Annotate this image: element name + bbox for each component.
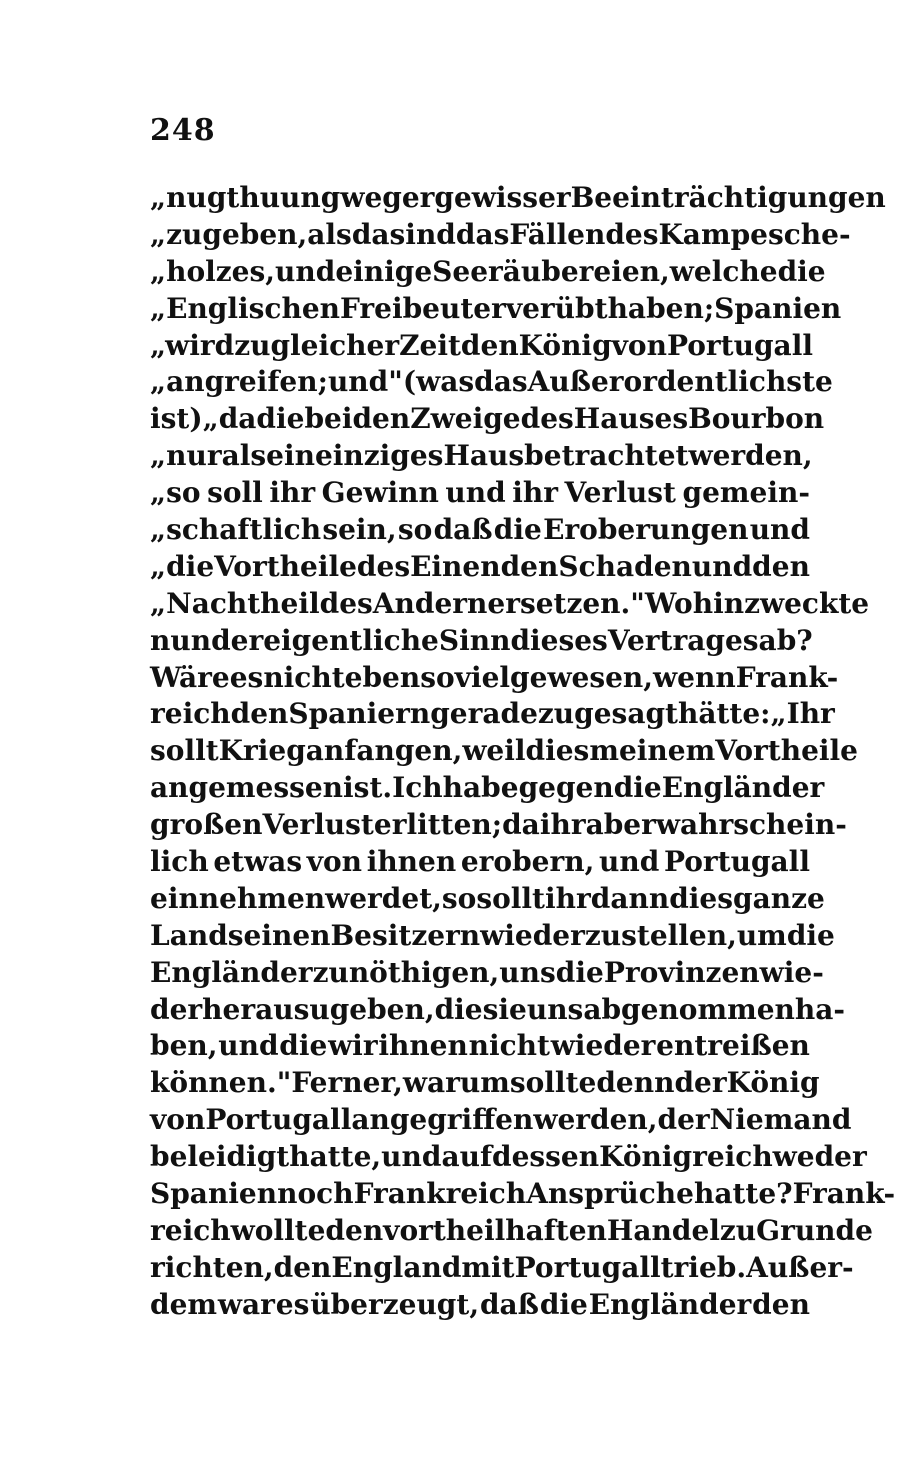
- text-word: von: [611, 328, 667, 362]
- text-word: Land: [150, 918, 228, 952]
- text-word: meinem: [589, 734, 716, 768]
- text-word: Portugall: [663, 845, 810, 879]
- text-word: „wird: [150, 328, 235, 362]
- page-number: 248: [150, 113, 216, 148]
- text-word: reich: [150, 697, 231, 731]
- text-line: [150, 660, 839, 697]
- text-word: heraus: [202, 992, 310, 1026]
- text-word: ihnen: [366, 845, 457, 879]
- text-word: „so: [150, 476, 201, 510]
- text-line: [150, 586, 870, 623]
- text-line: [150, 438, 813, 475]
- text-word: der: [211, 623, 264, 657]
- text-word: „holzes,: [150, 254, 276, 288]
- text-word: wir: [328, 1029, 378, 1063]
- text-word: „nur: [150, 439, 222, 473]
- text-word: Verlust: [564, 476, 676, 510]
- text-word: eben: [344, 660, 421, 694]
- text-word: Portugall: [666, 328, 813, 362]
- text-word: Krieg: [218, 734, 306, 768]
- text-word: den: [752, 1287, 810, 1321]
- text-word: ein: [266, 439, 315, 473]
- text-word: der: [150, 992, 203, 1026]
- text-word: gegen: [518, 771, 614, 805]
- text-word: einziges: [314, 439, 444, 473]
- text-line: [150, 364, 833, 401]
- text-word: hatte,: [289, 1140, 382, 1174]
- text-line: [150, 401, 825, 438]
- text-word: „die: [150, 549, 215, 583]
- text-word: und: [445, 476, 506, 510]
- text-word: das: [474, 365, 528, 399]
- text-word: Haus: [443, 439, 525, 473]
- text-word: „Ihr: [770, 697, 835, 731]
- text-word: beleidigt: [150, 1140, 290, 1174]
- text-word: England: [331, 1250, 462, 1284]
- text-word: als: [307, 217, 352, 251]
- text-word: wieder: [550, 1029, 656, 1063]
- text-line: [150, 770, 825, 807]
- text-word: viel: [454, 660, 511, 694]
- text-word: Frank-: [735, 660, 839, 694]
- text-word: nun: [150, 623, 212, 657]
- text-line: [150, 1250, 854, 1287]
- text-word: eigentliche: [263, 623, 439, 657]
- text-word: „schaftlich: [150, 513, 322, 547]
- text-word: verübt: [505, 291, 608, 325]
- text-word: weger: [340, 181, 435, 214]
- text-word: Einen: [410, 549, 501, 583]
- text-word: die: [279, 1029, 328, 1063]
- text-line: [150, 180, 886, 217]
- text-word: Frank-: [792, 1177, 896, 1211]
- text-word: lich: [150, 845, 209, 879]
- text-word: dem: [150, 1287, 218, 1321]
- text-line: [150, 623, 813, 660]
- text-word: Portugall: [514, 1250, 661, 1284]
- text-word: ersetzen.": [487, 586, 645, 620]
- text-word: Sinn: [438, 623, 511, 657]
- text-word: denn: [596, 1066, 675, 1100]
- text-word: Hauses: [573, 402, 689, 436]
- text-word: Engländer: [588, 1287, 752, 1321]
- text-word: dieses: [510, 623, 608, 657]
- text-word: weder: [772, 1140, 867, 1174]
- text-word: mit: [461, 1250, 515, 1284]
- text-word: gleicher: [270, 328, 400, 362]
- text-word: einige: [335, 254, 433, 288]
- text-word: Gewinn: [321, 476, 439, 510]
- text-word: den: [500, 549, 559, 583]
- text-word: Engländer: [661, 771, 825, 805]
- text-word: aber: [585, 808, 656, 842]
- text-word: des: [605, 217, 659, 251]
- text-word: etwas: [213, 845, 303, 879]
- text-word: Außerordentlichste: [527, 365, 833, 399]
- text-word: zu: [719, 1213, 757, 1247]
- text-word: die: [613, 771, 662, 805]
- text-word: warum: [402, 1066, 510, 1100]
- text-word: die: [786, 918, 835, 952]
- text-word: zweckte: [744, 586, 870, 620]
- text-word: die: [555, 955, 604, 989]
- text-word: ist): [150, 402, 203, 436]
- text-word: Freibeuter: [340, 291, 506, 325]
- body-text: [150, 180, 896, 1324]
- text-word: des: [319, 586, 373, 620]
- text-word: Vertrages: [607, 623, 759, 657]
- text-word: den: [273, 1250, 332, 1284]
- text-word: die: [256, 402, 305, 436]
- text-word: dies: [669, 881, 733, 915]
- text-line: [150, 1176, 896, 1213]
- text-word: Handel: [606, 1213, 720, 1247]
- text-word: ab?: [758, 623, 813, 657]
- text-word: weil: [462, 734, 526, 768]
- text-word: auf: [441, 1140, 492, 1174]
- text-word: anfangen,: [305, 734, 463, 768]
- text-word: Ich: [392, 771, 443, 805]
- text-word: dessen: [492, 1140, 600, 1174]
- text-word: angegriffen: [351, 1103, 534, 1137]
- text-word: es: [229, 660, 264, 694]
- text-word: daß: [479, 1287, 539, 1321]
- text-word: so: [441, 881, 477, 915]
- text-word: Verlust: [262, 808, 374, 842]
- text-word: ihnen: [378, 1029, 468, 1063]
- text-word: ugeben,: [309, 992, 435, 1026]
- text-word: König: [518, 328, 612, 362]
- text-word: Niemand: [709, 1103, 852, 1137]
- text-word: reich: [150, 1213, 231, 1247]
- text-word: der: [657, 1103, 710, 1137]
- text-word: ihr: [539, 808, 586, 842]
- text-word: gewisser: [434, 181, 571, 214]
- text-word: Wäre: [150, 660, 230, 694]
- text-word: die: [434, 992, 483, 1026]
- text-word: uns: [499, 955, 556, 989]
- text-word: werden,: [533, 1103, 658, 1137]
- text-word: und: [599, 845, 660, 879]
- text-word: und: [749, 513, 810, 547]
- text-word: Portugall: [205, 1103, 352, 1137]
- text-word: habe: [442, 771, 519, 805]
- text-line: [150, 217, 851, 254]
- text-word: den: [460, 328, 519, 362]
- text-word: Schaden: [558, 549, 692, 583]
- text-word: wenn: [653, 660, 736, 694]
- text-word: Bourbon: [688, 402, 825, 436]
- text-line: [150, 844, 810, 881]
- text-word: „nugthuung: [150, 181, 341, 214]
- text-word: wollte: [230, 1213, 326, 1247]
- text-word: Spanien: [150, 1177, 278, 1211]
- text-word: Grunde: [756, 1213, 873, 1247]
- text-word: das: [455, 217, 510, 251]
- text-line: [150, 696, 835, 733]
- text-word: seinen: [227, 918, 331, 952]
- text-line: [150, 1102, 852, 1139]
- text-word: gesagt: [574, 697, 678, 731]
- text-word: um: [736, 918, 787, 952]
- text-word: von: [150, 1103, 206, 1137]
- text-word: Ansprüche: [526, 1177, 694, 1211]
- text-word: abgenommen: [583, 992, 795, 1026]
- text-word: Engländer: [150, 955, 313, 989]
- text-word: so: [420, 660, 455, 694]
- text-word: Zweige: [410, 402, 521, 436]
- text-word: können.": [150, 1066, 292, 1100]
- text-line: [150, 1287, 810, 1324]
- text-word: die: [777, 254, 826, 288]
- text-word: haben;: [607, 291, 715, 325]
- text-word: ben,: [150, 1029, 218, 1063]
- text-word: Kampesche-: [658, 217, 851, 251]
- text-word: überzeugt,: [310, 1287, 480, 1321]
- text-word: gemein-: [682, 476, 810, 510]
- text-word: einnehmen: [150, 881, 326, 915]
- text-word: sollt: [476, 881, 545, 915]
- text-line: [150, 733, 858, 770]
- text-word: „da: [202, 402, 257, 436]
- text-word: ha-: [794, 992, 846, 1026]
- text-word: sie: [482, 992, 527, 1026]
- text-line: [150, 955, 824, 992]
- text-word: Seeräubereien,: [432, 254, 670, 288]
- text-word: da: [351, 217, 390, 251]
- text-word: trieb.: [660, 1250, 747, 1284]
- text-word: soll: [207, 476, 263, 510]
- text-line: [150, 291, 842, 328]
- text-word: Provinzen: [603, 955, 760, 989]
- text-word: nicht: [468, 1029, 550, 1063]
- text-word: es: [275, 1287, 310, 1321]
- text-word: erobern,: [460, 845, 595, 879]
- text-word: wahrschein-: [655, 808, 847, 842]
- text-word: dies: [525, 734, 590, 768]
- text-word: großen: [150, 808, 263, 842]
- text-word: angemessen: [150, 771, 344, 805]
- text-line: [150, 1028, 810, 1065]
- text-word: betrachtet: [524, 439, 689, 473]
- text-word: Besitzern: [330, 918, 481, 952]
- text-word: beiden: [304, 402, 411, 436]
- text-word: „angreifen;: [150, 365, 328, 399]
- text-word: Zeit: [399, 328, 461, 362]
- text-word: Spanien: [714, 291, 842, 325]
- text-word: den: [752, 549, 810, 583]
- text-word: zu: [312, 955, 349, 989]
- text-word: hätte:: [677, 697, 771, 731]
- text-word: die: [539, 1287, 588, 1321]
- text-word: und": [327, 365, 403, 399]
- text-word: Vortheile: [214, 549, 357, 583]
- text-word: den: [325, 1213, 384, 1247]
- text-word: sein,: [322, 513, 397, 547]
- text-word: Fällen: [509, 217, 606, 251]
- text-word: sollt: [150, 734, 219, 768]
- text-line: [150, 512, 810, 549]
- text-line: [150, 328, 813, 365]
- text-word: welche: [669, 254, 778, 288]
- text-line: [150, 1213, 873, 1250]
- text-line: [150, 549, 810, 586]
- text-line: [150, 881, 825, 918]
- text-word: war: [217, 1287, 275, 1321]
- text-word: und: [275, 254, 336, 288]
- text-word: da: [502, 808, 540, 842]
- text-word: hatte?: [693, 1177, 793, 1211]
- text-word: den: [230, 697, 289, 731]
- text-line: [150, 254, 826, 291]
- text-line: [150, 918, 835, 955]
- text-word: Vortheile: [715, 734, 858, 768]
- text-word: König: [726, 1066, 820, 1100]
- text-word: „Nachtheil: [150, 586, 320, 620]
- text-word: von: [306, 845, 363, 879]
- text-word: Spaniern: [288, 697, 431, 731]
- text-word: sollte: [509, 1066, 597, 1100]
- text-word: vortheilhaften: [383, 1213, 607, 1247]
- text-word: und: [691, 549, 753, 583]
- text-word: (was: [402, 365, 475, 399]
- text-word: und: [218, 1029, 279, 1063]
- text-word: geben,: [202, 217, 308, 251]
- text-word: Königreich: [599, 1140, 773, 1174]
- text-word: werdet,: [325, 881, 442, 915]
- text-word: richten,: [150, 1250, 274, 1284]
- text-word: nicht: [263, 660, 345, 694]
- text-word: gewesen,: [510, 660, 654, 694]
- text-word: des: [356, 549, 411, 583]
- text-word: wieder: [480, 918, 585, 952]
- text-word: entreißen: [656, 1029, 810, 1063]
- text-line: [150, 992, 846, 1029]
- text-word: der: [674, 1066, 727, 1100]
- text-word: daß: [433, 513, 493, 547]
- text-word: Wohin: [644, 586, 745, 620]
- text-line: [150, 475, 810, 512]
- text-word: ist.: [343, 771, 393, 805]
- text-line: [150, 807, 847, 844]
- text-word: Ferner,: [291, 1066, 403, 1100]
- text-word: des: [520, 402, 574, 436]
- text-word: die: [493, 513, 542, 547]
- text-word: noch: [277, 1177, 354, 1211]
- text-word: Eroberungen: [543, 513, 749, 547]
- text-word: werden,: [688, 439, 813, 473]
- text-word: ihr: [269, 476, 316, 510]
- text-word: zu: [234, 328, 271, 362]
- text-word: dann: [590, 881, 670, 915]
- text-word: Beeinträchtigungen: [570, 181, 886, 214]
- text-word: so: [397, 513, 433, 547]
- text-line: [150, 1065, 820, 1102]
- text-word: nöthigen,: [348, 955, 500, 989]
- text-word: sind: [389, 217, 456, 251]
- text-word: „Englischen: [150, 291, 340, 325]
- text-word: erlitten;: [373, 808, 503, 842]
- text-word: wie-: [759, 955, 824, 989]
- text-word: „zu: [150, 217, 203, 251]
- text-word: uns: [526, 992, 584, 1026]
- text-word: Frankreich: [353, 1177, 527, 1211]
- text-word: und: [381, 1140, 442, 1174]
- text-word: geradezu: [430, 697, 575, 731]
- text-line: [150, 1139, 867, 1176]
- text-word: zustellen,: [584, 918, 737, 952]
- text-word: Außer-: [746, 1250, 854, 1284]
- text-word: Andern: [372, 586, 488, 620]
- text-word: ihr: [512, 476, 558, 510]
- text-word: ihr: [545, 881, 591, 915]
- text-word: ganze: [732, 881, 825, 915]
- text-word: als: [221, 439, 267, 473]
